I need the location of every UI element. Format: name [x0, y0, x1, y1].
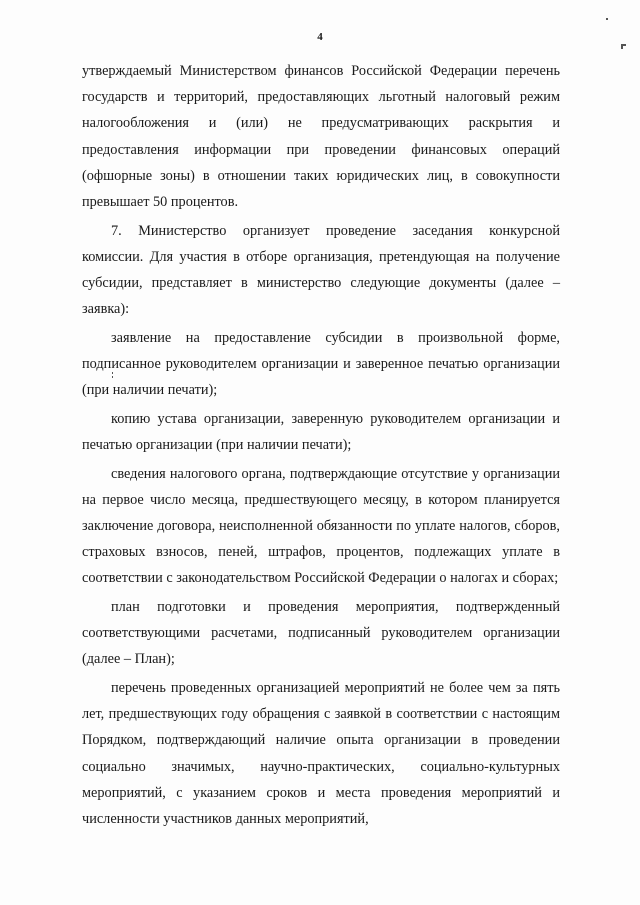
paragraph-tax-info: сведения налогового органа, подтверждающие отсутствие у организации на первое число месяца, предшествующего месяцу, в котором планируется заключение договора, неисполненной обязанности по уплате налогов, сборов, страховых взносов, пеней, штрафов, процентов, подлежащих уплате в соответствии с законодательством Российской Федерации о налогах и сборах; — [82, 465, 560, 587]
paragraph-application: заявление на предоставление субсидии в произвольной форме, подписанное руководителем организации и заверенное печатью организации (при наличии печати); — [82, 329, 560, 399]
paragraph-item-7: 7. Министерство организует проведение заседания конкурсной комиссии. Для участия в отборе организация, претендующая на получение субсидии, представляет в министерство следующие документы (далее – заявка): — [82, 222, 560, 318]
body-text — [82, 58, 560, 832]
paragraph-charter-copy: копию устава организации, заверенную руководителем организации и печатью организации (при наличии печати); — [82, 410, 560, 454]
paragraph-plan: план подготовки и проведения мероприятия, подтвержденный соответствующими расчетами, подписанный руководителем организации (далее – План); — [82, 599, 560, 668]
paragraph-events-list: перечень проведенных организацией мероприятий не более чем за пять лет, предшествующих году обращения с заявкой в соответствии с настоящим Порядком, подтверждающий наличие опыта организации в проведении социально значимых, научно-практических, социально-культурных мероприятий, с указанием сроков и места проведения мероприятий и численности участников данных мероприятий, — [82, 680, 560, 828]
paragraph-continuation: утверждаемый Министерством финансов Российской Федерации перечень государств и территорий, предоставляющих льготный налоговый режим налогообложения и (или) не предусматривающих раскрытия и предоставления информации при проведении финансовых операций (офшорные зоны) в отношении таких юридических лиц, в совокупности превышает 50 процентов. — [82, 63, 560, 211]
scan-artifact — [606, 18, 608, 20]
page-number: 4 — [317, 31, 323, 43]
scan-artifact — [621, 44, 623, 49]
